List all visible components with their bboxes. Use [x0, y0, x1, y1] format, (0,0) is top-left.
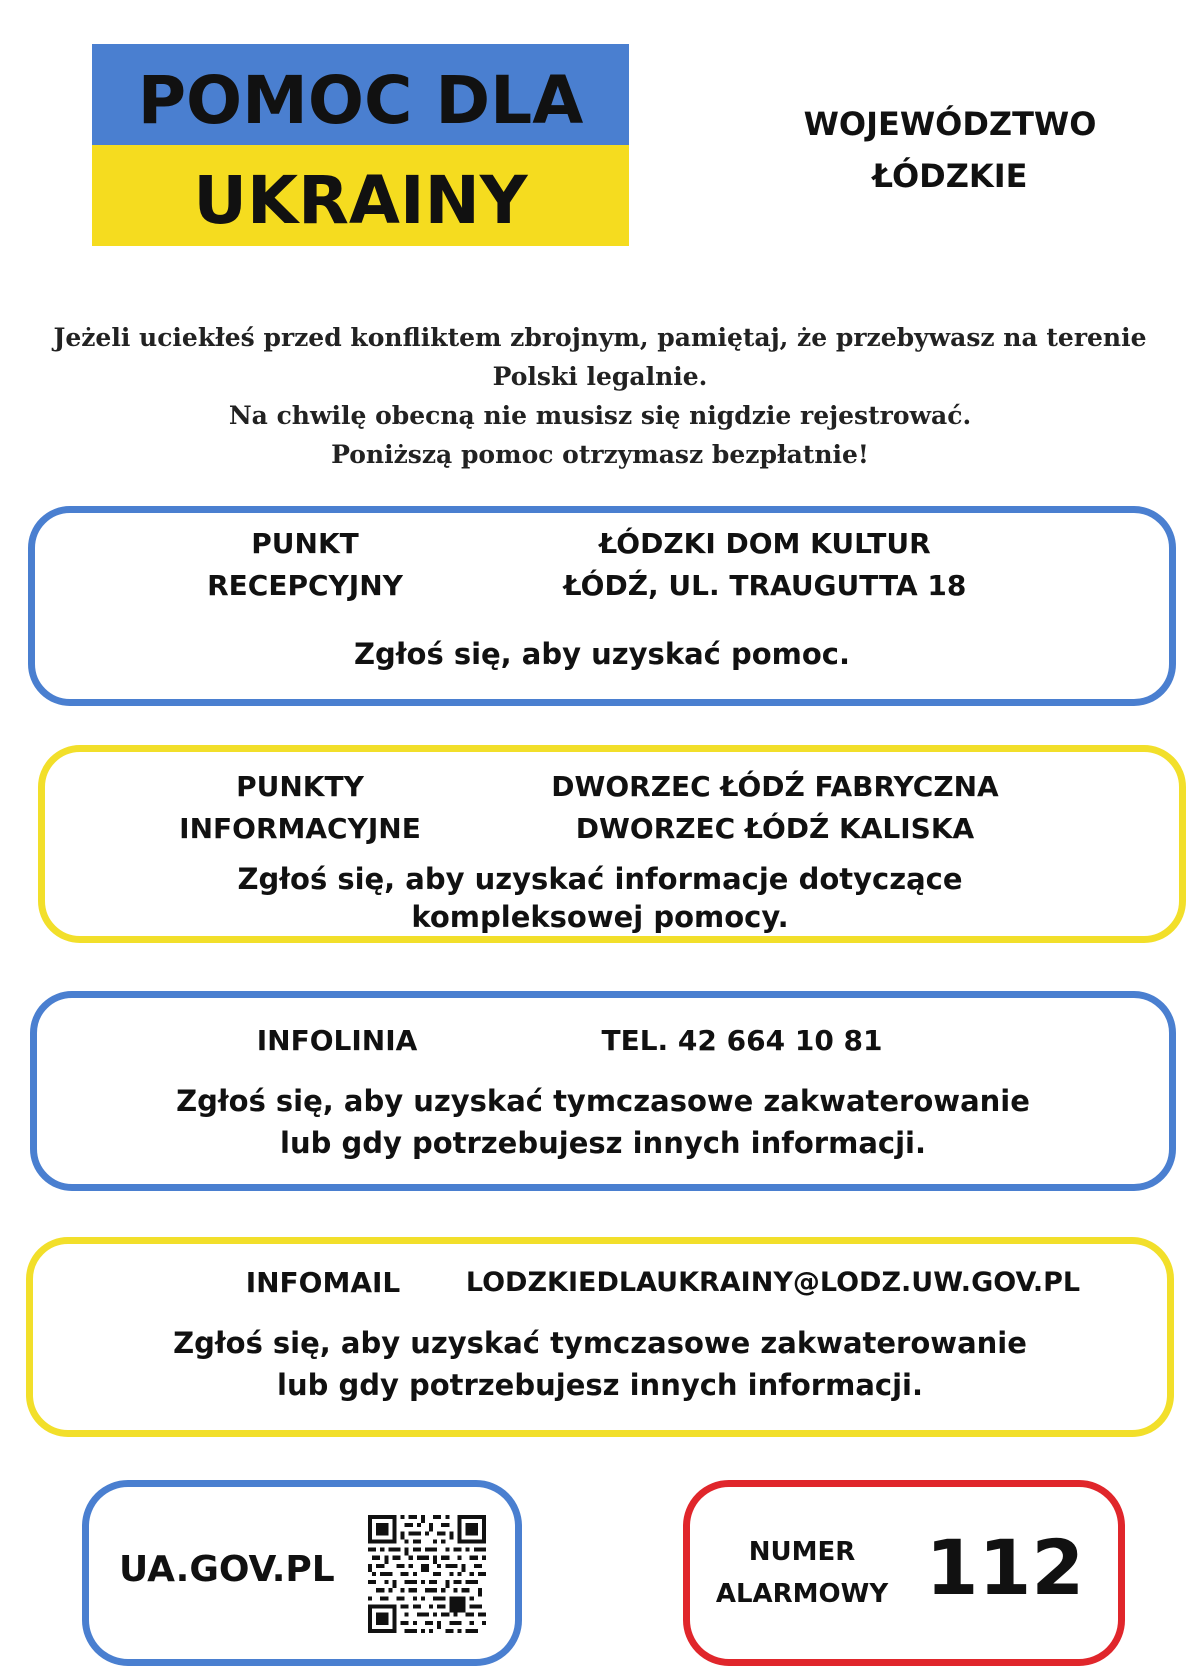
infoline-note-line1: Zgłoś się, aby uzyskać tymczasowe zakwaterowanie [176, 1084, 1030, 1118]
qr-code-icon[interactable] [368, 1515, 486, 1633]
page-title-line2: UKRAINY [193, 162, 528, 239]
infoline-label: INFOLINIA [256, 1024, 418, 1057]
reception-note: Zgłoś się, aby uzyskać pomoc. [353, 637, 850, 671]
infoline-note-line2: lub gdy potrzebujesz innych informacji. [280, 1126, 926, 1160]
intro-line: Poniższą pomoc otrzymasz bezpłatnie! [331, 440, 869, 469]
intro-line: Polski legalnie. [492, 362, 708, 391]
info-points-stations [505, 766, 1045, 850]
intro-text [30, 318, 1170, 474]
infoline-box [30, 991, 1176, 1191]
emergency-label [702, 1531, 902, 1615]
emergency-label-line2: ALARMOWY [715, 1579, 889, 1609]
website-url[interactable]: UA.GOV.PL [119, 1549, 335, 1590]
infomail-box [26, 1237, 1174, 1437]
reception-place-line1: ŁÓDZKI DOM KULTUR [599, 527, 931, 560]
infoline-phone[interactable]: TEL. 42 664 10 81 [601, 1024, 883, 1057]
info-points-note [45, 860, 1155, 936]
infoline-note [37, 1080, 1169, 1164]
reception-place-line2: ŁÓDŹ, UL. TRAUGUTTA 18 [563, 569, 967, 602]
infomail-note [33, 1322, 1167, 1406]
info-points-box [38, 745, 1186, 943]
ukraine-flag-header [92, 44, 629, 246]
reception-point-box [28, 506, 1176, 706]
infomail-note-line2: lub gdy potrzebujesz innych informacji. [277, 1368, 923, 1402]
info-points-label-line2: INFORMACYJNE [179, 812, 421, 845]
emergency-number-box [683, 1480, 1125, 1666]
reception-label [155, 523, 455, 607]
reception-address [525, 523, 1005, 607]
region-name [760, 98, 1140, 202]
emergency-label-line1: NUMER [748, 1537, 856, 1567]
emergency-number[interactable]: 112 [925, 1523, 1085, 1612]
infomail-label: INFOMAIL [245, 1266, 401, 1299]
region-line1: WOJEWÓDZTWO [803, 105, 1097, 143]
reception-label-line2: RECEPCYJNY [207, 569, 403, 602]
info-points-label [145, 766, 455, 850]
intro-line: Na chwilę obecną nie musisz się nigdzie rejestrować. [228, 401, 972, 430]
station-kaliska: DWORZEC ŁÓDŹ KALISKA [575, 812, 975, 845]
info-points-note-line2: kompleksowej pomocy. [411, 900, 789, 934]
region-line2: ŁÓDZKIE [872, 157, 1028, 195]
intro-line: Jeżeli uciekłeś przed konfliktem zbrojnym, pamiętaj, że przebywasz na terenie [53, 323, 1147, 352]
infomail-email[interactable]: LODZKIEDLAUKRAINY@LODZ.UW.GOV.PL [465, 1267, 1081, 1298]
info-points-label-line1: PUNKTY [236, 770, 364, 803]
page-title-line1: POMOC DLA [137, 62, 584, 139]
reception-label-line1: PUNKT [251, 527, 359, 560]
station-fabryczna: DWORZEC ŁÓDŹ FABRYCZNA [551, 770, 999, 803]
info-points-note-line1: Zgłoś się, aby uzyskać informacje dotyczące [237, 862, 963, 896]
infomail-note-line1: Zgłoś się, aby uzyskać tymczasowe zakwaterowanie [173, 1326, 1027, 1360]
